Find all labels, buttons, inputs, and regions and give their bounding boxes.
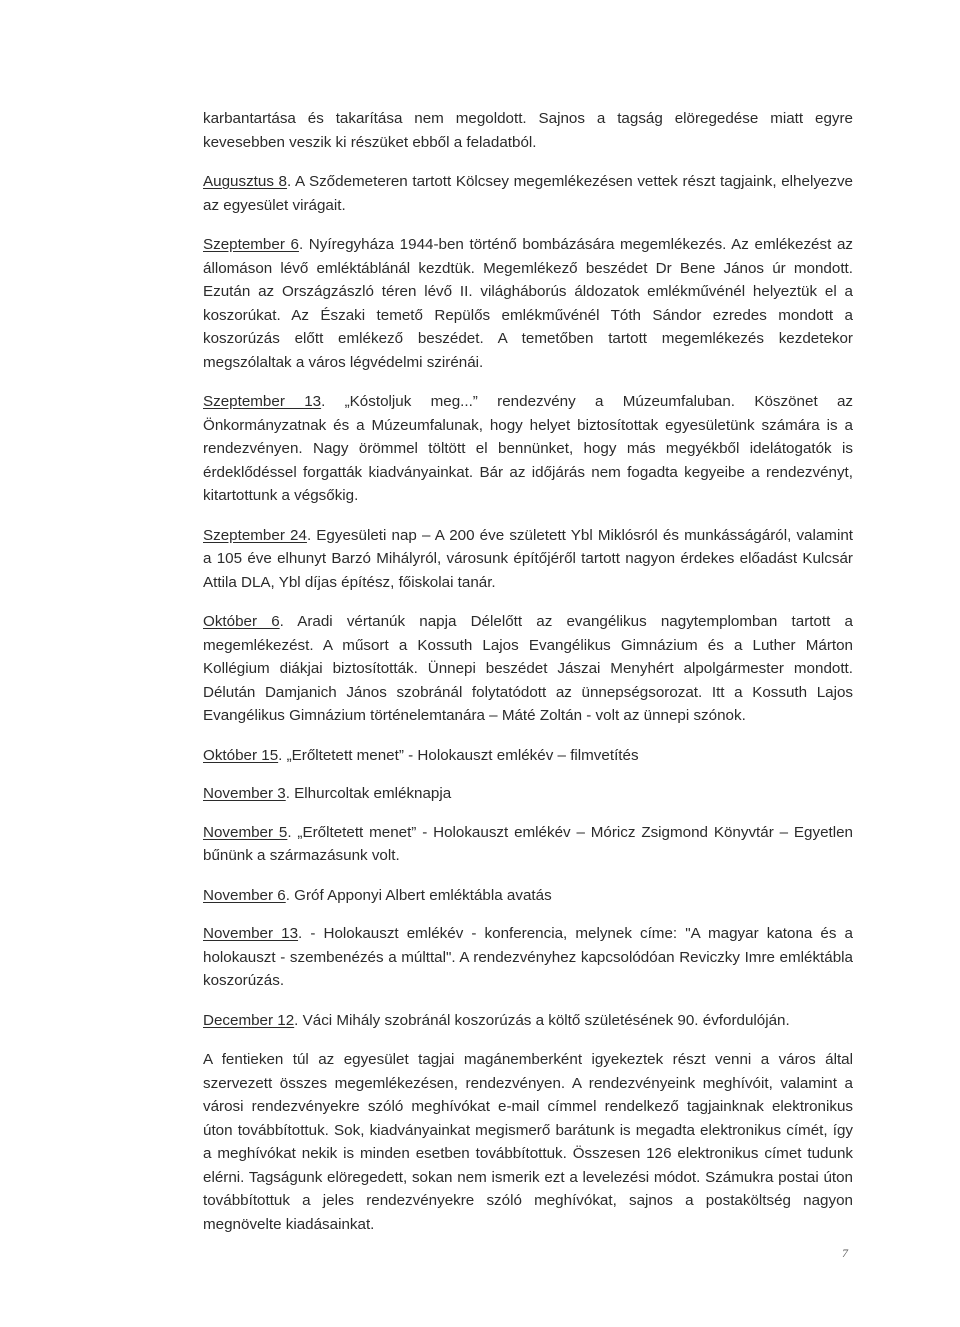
paragraph-closing-summary [203, 1048, 853, 1236]
paragraph-text: . „Erőltetett menet” - Holokauszt emlékév – Móricz Zsigmond Könyvtár – Egyetlen bűnünk a származásunk volt. [203, 823, 854, 864]
entry-date: Október 15 [203, 746, 279, 764]
paragraph-september-24 [203, 524, 853, 595]
paragraph-text: . Elhurcoltak emléknapja [285, 785, 452, 802]
paragraph-text: . „Erőltetett menet” - Holokauszt emlékév – filmvetítés [278, 746, 639, 764]
paragraph-text: . Nyíregyháza 1944-ben történő bombázására megemlékezés. Az emlékezést az állomáson lévő emléktáblánál kezdtük. Megemlékező beszédet Dr Bene János úr mondott. Ezután az Országzászló téren lévő II. világháborús áldozatok emlékművénél helyeztük el a koszorúkat. Az Északi temető Repülős emlékművénél Tóth Sándor ezredes mondott a koszorúzás előtt emlékező beszédet. A temetőben tartott megemlékezés kezdetekor megszólaltak a város légvédelmi szirénái. [203, 236, 853, 371]
paragraph-text: A fentieken túl az egyesület tagjai magánemberként igyekeztek részt venni a város által szervezett összes megemlékezésen, rendezvényen. A rendezvényeink meghívóit, valamint a városi rendezvényekre szóló meghívókat e-mail címmel rendelkező tagjainknak elektronikus úton továbbítottuk. Sok, kiadványainkat megismerő barátunk is megadta elektronikus címét, így a meghívókat nekik is minden esetben továbbítottuk. Összesen 126 elektronikus címet tudunk elérni. Tagságunk elöregedett, sokan nem ismerik ezt a levelezési módot. Számukra postai úton továbbítottuk a jeles rendezvényekre szóló meghívókat, sajnos a postaköltség nagyon megnövelte kiadásainkat. [203, 1051, 853, 1233]
entry-date: November 3 [203, 785, 286, 802]
paragraph-text: karbantartása és takarítása nem megoldott. Sajnos a tagság elöregedése miatt egyre kevesebben veszik ki részüket ebből a feladatból. [203, 110, 853, 151]
entry-date: November 6 [203, 886, 286, 904]
paragraph-text: . Gróf Apponyi Albert emléktábla avatás [285, 886, 552, 904]
paragraph-september-13 [203, 390, 853, 508]
paragraph-october-6 [203, 610, 853, 728]
entry-date: Szeptember 24 [203, 526, 307, 544]
paragraph-text: . Váci Mihály szobránál koszorúzás a költő születésének 90. évfordulóján. [294, 1011, 790, 1029]
paragraph-text: . Aradi vértanúk napja Délelőtt az evangélikus nagytemplomban tartott a megemlékezést. A műsort a Kossuth Lajos Evangélikus Gimnázium és a Luther Márton Kollégium diákjai biztosították. Ünnepi beszédet Jászai Menyhért alpolgármester mondott. Délután Damjanich János szobránál folytatódott az ünnepségsorozat. Itt a Kossuth Lajos Evangélikus Gimnázium történelemtanára – Máté Zoltán - volt az ünnepi szónok. [203, 613, 853, 724]
paragraph-text: . Egyesületi nap – A 200 éve született Ybl Miklósról és munkásságáról, valamint a 105 éve elhunyt Barzó Mihályról, városunk építőjéről tartott nagyon érdekes előadást Kulcsár Attila DLA, Ybl díjas építész, főiskolai tanár. [203, 526, 854, 591]
paragraph-text: . „Kóstoljuk meg...” rendezvény a Múzeumfaluban. Köszönet az Önkormányzatnak és a Múzeumfalunak, hogy helyet biztosítottak egyesületünk számára is a rendezvényen. Nagy örömmel töltött el bennünket, hogy más megyékből idelátogatók is érdeklődéssel forgatták kiadványainkat. Bár az időjárás nem fogadta kegyeibe a rendezvényt, kitartottunk a végsőkig. [203, 393, 854, 504]
paragraph-november-3 [203, 782, 853, 806]
paragraph-text: . A Sződemeteren tartott Kölcsey megemlékezésen vettek részt tagjaink, elhelyezve az egyesület virágait. [203, 173, 853, 214]
entry-date: December 12 [203, 1011, 295, 1029]
entry-date: Október 6 [203, 613, 280, 630]
paragraph-september-6 [203, 233, 853, 374]
paragraph-august-8 [203, 170, 853, 217]
entry-date: November 5 [203, 823, 288, 841]
document-body [203, 107, 853, 1252]
page-number: 7 [842, 1246, 848, 1260]
paragraph-november-6 [203, 884, 853, 908]
entry-date: Szeptember 13 [203, 393, 322, 410]
entry-date: Szeptember 6 [203, 236, 299, 253]
paragraph-intro-continuation [203, 107, 853, 154]
paragraph-november-13 [203, 922, 853, 993]
entry-date: November 13 [203, 925, 299, 942]
paragraph-october-15 [203, 744, 853, 768]
paragraph-text: . - Holokauszt emlékév - konferencia, melynek címe: "A magyar katona és a holokauszt - szembenézés a múlttal". A rendezvényhez kapcsolódóan Reviczky Imre emléktábla koszorúzás. [203, 925, 854, 989]
paragraph-november-5 [203, 821, 853, 868]
entry-date: Augusztus 8 [203, 173, 288, 190]
paragraph-december-12 [203, 1009, 853, 1033]
